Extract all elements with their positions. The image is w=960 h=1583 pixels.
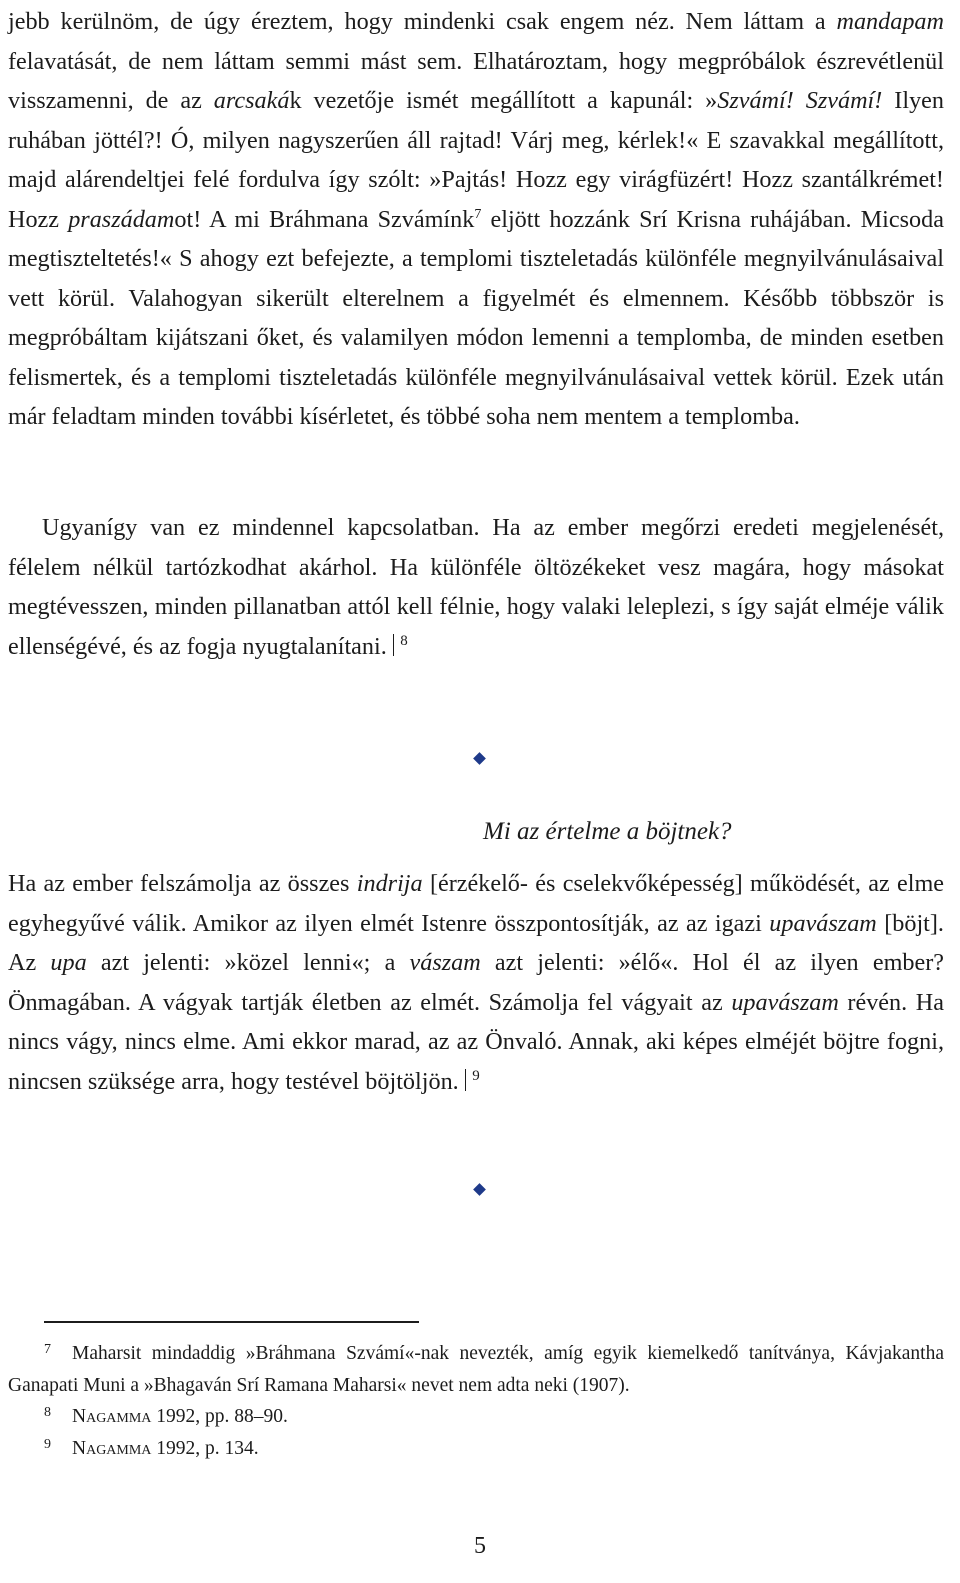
text-run: azt jelenti: »közel lenni«; a [86,949,410,976]
footnote-9: 9 Nagamma 1992, p. 134. [44,1436,259,1459]
paragraph-3 [8,864,944,1101]
text-run: [böjt]. Az [8,909,944,976]
italic-term: vászam [409,949,481,976]
paragraph-1 [8,2,944,437]
text-run: Ha az ember felszámolja az összes [8,870,357,897]
footnote-7: 7 Maharsit mindaddig »Bráhmana Szvámí«-nak nevezték, amíg egyik kiemelkedő tanítványa, Kávjakantha Ganapati Muni a »Bhagaván Srí Ramana Maharsi« nevet nem adta neki (1907). [8,1342,944,1396]
text-run: ot! A mi Bráhmana Szvámínk [174,205,475,233]
text-run: Ilyen ruhában jöttél?! Ó, milyen nagyszerűen áll rajtad! Várj meg, kérlek!« E szavakkal megállított, majd alárendeltjei felé fordulva így szólt: »Pajtás! Hozz egy virágfüzért! Hozz szantálkrémet! Hozz [8,87,945,233]
paragraph-end-marker [465,1069,467,1091]
text-run: Ugyanígy van ez mindennel kapcsolatban. Ha az ember megőrzi eredeti megjelenését, félelem nélkül tartózkodhat akárhol. Ha különféle öltözékeket vesz magára, hogy másokat megtévesszen, minden pillanatban attól kell félnie, hogy valaki leleplezi, s így saját elméje válik ellenségévé, és az fogja nyugtalanítani. [8,514,944,660]
text-run: k vezetője ismét megállított a kapunál: » [289,87,718,114]
footnote-reference: 8 [400,632,408,649]
text-run: felavatását, de nem láttam semmi mást sem. Elhatároztam, hogy megpróbálok észrevétlenül visszamenni, de az [8,47,944,114]
italic-term: indrija [356,870,423,897]
footnote-8: 8 Nagamma 1992, pp. 88–90. [44,1405,288,1427]
italic-term: upavászam [731,988,839,1016]
footnote-divider [44,1321,419,1323]
italic-term: upavászam [769,909,877,937]
paragraph-2 [8,508,944,666]
section-ornament-icon [473,1183,486,1196]
text-run: révén. Ha nincs vágy, nincs elme. Ami ekkor marad, az az Önvaló. Annak, aki képes elméjét böjtre fogni, nincsen szüksége arra, hogy testével böjtöljön. [8,988,944,1095]
italic-term: arcsaká [213,87,290,114]
text-run: 1992, pp. 88–90. [151,1406,288,1427]
text-run: 1992, p. 134. [151,1437,259,1459]
italic-term: Szvámí! Szvámí! [717,87,883,114]
paragraph-end-marker [393,634,395,656]
text-run: azt jelenti: »élő«. Hol él az ilyen ember? Önmagában. A vágyak tartják életben az elmét. Számolja fel vágyait az [8,949,945,1016]
italic-term: upa [50,949,87,976]
text-run: eljött hozzánk Srí Krisna ruhájában. Micsoda megtiszteltetés!« S ahogy ezt befejezte, a templomi tiszteletadás különféle megnyilvánulásaival vett körül. Valahogyan sikerült elterelnem a figyelmét és elmennem. Később többször is megpróbáltam kijátszani őket, és valamilyen módon lemenni a templomba, de minden esetben felismertek, és a templomi tiszteletadás különféle megnyilvánulásaival vettek körül. Ezek után már feladtam minden további kísérletet, és többé soha nem mentem a templomba. [8,205,944,430]
text-run: Maharsit mindaddig »Bráhmana Szvámí«-nak nevezték, amíg egyik kiemelkedő tanítványa, Kávjakantha Ganapati Muni a »Bhagaván Srí Ramana Maharsi« nevet nem adta neki (1907). [8,1343,944,1396]
author-name: Nagamma [72,1406,152,1427]
page-number: 5 [474,1533,486,1559]
author-name: Nagamma [72,1437,152,1459]
section-ornament-icon [473,752,486,765]
footnote-reference: 7 [474,206,482,222]
italic-term: praszádam [68,205,175,233]
italic-term: mandapam [836,8,944,35]
footnote-reference: 9 [472,1067,480,1084]
text-run: jebb kerülnöm, de úgy éreztem, hogy mindenki csak engem néz. Nem láttam a [8,8,837,35]
section-heading: Mi az értelme a böjtnek? [483,818,732,845]
text-run: [érzékelő- és cselekvőképesség] működését, az elme egyhegyűvé válik. Amikor az ilyen elmét Istenre összpontosítják, az az igazi [8,870,944,937]
footnotes [8,1338,944,1464]
